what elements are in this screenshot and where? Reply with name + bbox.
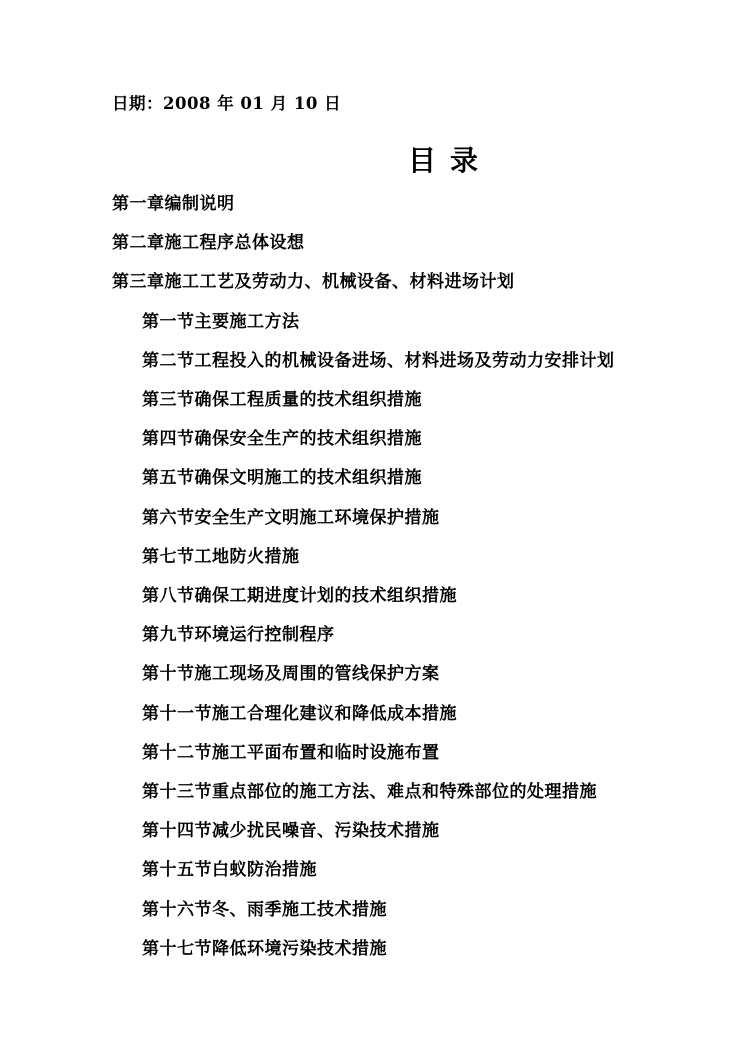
toc-section-item: 第十四节减少扰民噪音、污染技术措施 xyxy=(142,821,440,842)
toc-section-item: 第三节确保工程质量的技术组织措施 xyxy=(142,390,422,411)
toc-section-item: 第九节环境运行控制程序 xyxy=(142,625,335,646)
page-title: 目录 xyxy=(407,144,492,177)
toc-chapter-item: 第二章施工程序总体设想 xyxy=(112,233,305,254)
date-line: 日期：2008 年 01 月 10 日 xyxy=(112,94,342,113)
toc-section-item: 第二节工程投入的机械设备进场、材料进场及劳动力安排计划 xyxy=(142,350,615,371)
toc-section-item: 第十二节施工平面布置和临时设施布置 xyxy=(142,742,440,763)
toc-section-item: 第十六节冬、雨季施工技术措施 xyxy=(142,899,387,920)
toc-section-item: 第五节确保文明施工的技术组织措施 xyxy=(142,468,422,489)
toc-chapter-item: 第三章施工工艺及劳动力、机械设备、材料进场计划 xyxy=(112,272,515,293)
toc-section-item: 第十七节降低环境污染技术措施 xyxy=(142,938,387,959)
toc-section-item: 第十一节施工合理化建议和降低成本措施 xyxy=(142,703,457,724)
toc-section-item: 第四节确保安全生产的技术组织措施 xyxy=(142,429,422,450)
toc-section-item: 第一节主要施工方法 xyxy=(142,311,300,332)
toc-section-item: 第七节工地防火措施 xyxy=(142,546,300,567)
toc-section-item: 第十三节重点部位的施工方法、难点和特殊部位的处理措施 xyxy=(142,782,597,803)
toc-section-item: 第六节安全生产文明施工环境保护措施 xyxy=(142,507,440,528)
toc-section-item: 第十五节白蚁防治措施 xyxy=(142,860,317,881)
toc-section-item: 第八节确保工期进度计划的技术组织措施 xyxy=(142,586,457,607)
toc-list xyxy=(112,185,712,969)
toc-chapter-item: 第一章编制说明 xyxy=(112,194,235,214)
toc-section-item: 第十节施工现场及周围的管线保护方案 xyxy=(142,664,440,685)
